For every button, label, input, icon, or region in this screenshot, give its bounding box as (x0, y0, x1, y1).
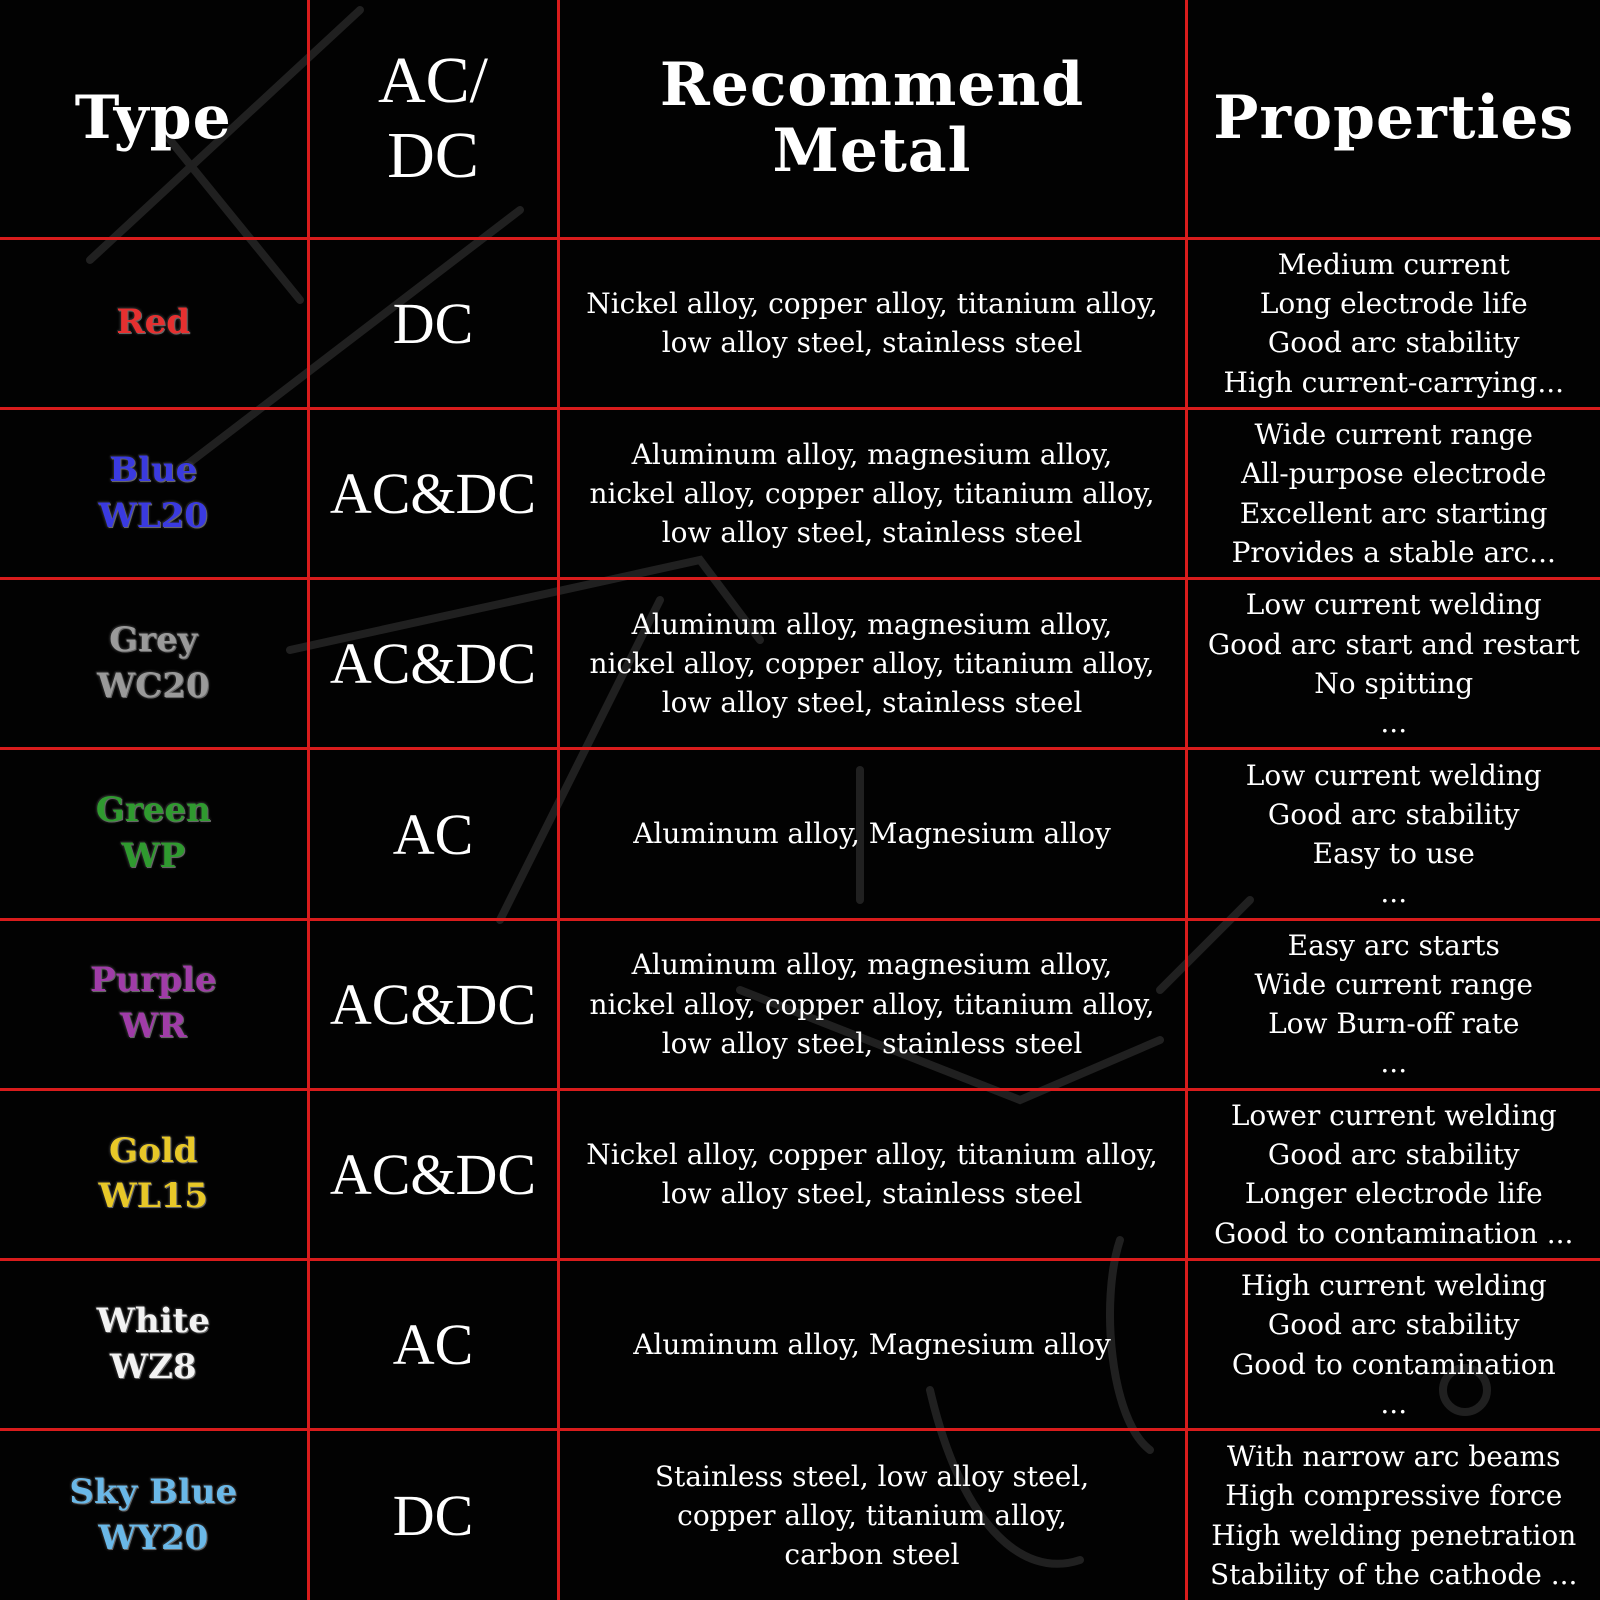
current-cell (308, 1089, 558, 1259)
type-color-name: Grey (109, 619, 198, 660)
metal-line: low alloy steel, stainless steel (661, 516, 1083, 550)
metal-line: carbon steel (784, 1538, 960, 1572)
property-line: All-purpose electrode (1241, 457, 1547, 491)
properties-cell (1186, 919, 1600, 1089)
property-line: Low Burn-off rate (1268, 1007, 1520, 1041)
metal-cell (558, 1260, 1186, 1430)
type-color-name: White (96, 1300, 210, 1341)
header-acdc-line2: DC (387, 119, 479, 193)
metal-line: Aluminum alloy, magnesium alloy, (631, 437, 1113, 471)
type-cell (0, 749, 308, 919)
metal-line: low alloy steel, stainless steel (661, 326, 1083, 360)
properties-cell (1186, 1260, 1600, 1430)
current-cell (308, 238, 558, 408)
metal-line: Aluminum alloy, Magnesium alloy (633, 1328, 1111, 1362)
property-line: Long electrode life (1259, 287, 1528, 321)
type-code: WL15 (98, 1176, 208, 1217)
type-cell (0, 1089, 308, 1259)
property-line: ... (1380, 1046, 1408, 1080)
property-line: Easy to use (1312, 837, 1475, 870)
header-properties (1186, 0, 1600, 238)
type-color-name: Gold (109, 1130, 198, 1171)
header-type (0, 0, 308, 238)
current-type: AC&DC (329, 1141, 537, 1207)
properties-cell (1186, 749, 1600, 919)
current-type: AC (392, 1312, 474, 1378)
current-cell (308, 409, 558, 579)
type-code: WP (121, 836, 186, 876)
property-line: ... (1380, 876, 1408, 910)
metal-line: nickel alloy, copper alloy, titanium alloy, (589, 477, 1155, 510)
property-line: Lower current welding (1230, 1099, 1557, 1133)
metal-line: Nickel alloy, copper alloy, titanium alloy, (586, 1138, 1158, 1172)
current-type: DC (392, 290, 474, 356)
type-code: WY20 (98, 1517, 209, 1558)
type-color-name: Blue (109, 449, 198, 490)
table-row (0, 238, 1600, 408)
property-line: ... (1380, 1386, 1408, 1420)
header-type-label: Type (74, 83, 232, 154)
property-line: Wide current range (1254, 418, 1533, 452)
type-cell (0, 919, 308, 1089)
property-line: Easy arc starts (1287, 928, 1500, 962)
header-properties-label: Properties (1213, 83, 1575, 154)
property-line: Good arc stability (1267, 326, 1520, 360)
table-row (0, 409, 1600, 579)
table-row (0, 919, 1600, 1089)
property-line: Good to contamination ... (1214, 1216, 1574, 1250)
metal-line: Nickel alloy, copper alloy, titanium alloy, (586, 287, 1158, 321)
property-line: Low current welding (1245, 758, 1542, 792)
type-color-name: Sky Blue (69, 1471, 238, 1512)
metal-line: low alloy steel, stainless steel (661, 1177, 1083, 1211)
metal-cell (558, 579, 1186, 749)
table-row (0, 1089, 1600, 1259)
properties-cell (1186, 409, 1600, 579)
type-color-name: Green (95, 790, 211, 831)
type-color-name: Red (116, 302, 191, 343)
metal-line: low alloy steel, stainless steel (661, 686, 1083, 720)
properties-cell (1186, 1089, 1600, 1259)
properties-cell (1186, 238, 1600, 408)
properties-cell (1186, 579, 1600, 749)
properties-cell (1186, 1430, 1600, 1600)
property-line: Medium current (1277, 248, 1510, 282)
property-line: With narrow arc beams (1227, 1440, 1561, 1474)
property-line: Good arc stability (1267, 1308, 1520, 1342)
type-code: WL20 (98, 495, 208, 536)
type-code: WR (120, 1006, 187, 1047)
metal-cell (558, 749, 1186, 919)
metal-cell (558, 409, 1186, 579)
property-line: High current-carrying... (1223, 365, 1565, 399)
property-line: Stability of the cathode ... (1210, 1557, 1578, 1591)
type-color-name: Purple (89, 960, 217, 1001)
metal-line: copper alloy, titanium alloy, (677, 1499, 1067, 1533)
current-type: DC (392, 1483, 474, 1549)
current-cell (308, 1260, 558, 1430)
property-line: Good to contamination (1231, 1347, 1556, 1381)
property-line: Excellent arc starting (1239, 496, 1548, 530)
table-row (0, 749, 1600, 919)
header-metal-label: Recommend Metal (659, 50, 1085, 187)
header-metal (558, 0, 1186, 238)
current-cell (308, 1430, 558, 1600)
current-type: AC&DC (329, 461, 537, 527)
metal-line: Aluminum alloy, Magnesium alloy (633, 817, 1111, 851)
metal-cell (558, 1089, 1186, 1259)
metal-cell (558, 1430, 1186, 1600)
current-type: AC&DC (329, 631, 537, 697)
property-line: No spitting (1314, 666, 1474, 700)
metal-line: Aluminum alloy, magnesium alloy, (631, 948, 1113, 982)
type-cell (0, 1430, 308, 1600)
metal-line: nickel alloy, copper alloy, titanium alloy, (589, 647, 1155, 681)
property-line: Provides a stable arc... (1231, 535, 1556, 569)
metal-cell (558, 238, 1186, 408)
metal-line: Aluminum alloy, magnesium alloy, (631, 608, 1113, 642)
header-row (0, 0, 1600, 238)
type-cell (0, 1260, 308, 1430)
property-line: Wide current range (1254, 968, 1533, 1002)
property-line: High welding penetration (1211, 1518, 1577, 1552)
type-cell (0, 579, 308, 749)
property-line: Good arc stability (1267, 797, 1520, 831)
type-cell (0, 238, 308, 408)
table-row (0, 579, 1600, 749)
current-cell (308, 579, 558, 749)
metal-line: low alloy steel, stainless steel (661, 1026, 1083, 1060)
metal-cell (558, 919, 1186, 1089)
type-code: WZ8 (109, 1346, 197, 1387)
current-cell (308, 749, 558, 919)
type-cell (0, 409, 308, 579)
property-line: Good arc start and restart (1207, 627, 1580, 661)
table-row (0, 1260, 1600, 1430)
property-line: Low current welding (1245, 588, 1542, 622)
current-type: AC (392, 801, 474, 867)
current-cell (308, 919, 558, 1089)
property-line: High current welding (1240, 1269, 1547, 1303)
property-line: Longer electrode life (1244, 1177, 1543, 1211)
metal-line: nickel alloy, copper alloy, titanium alloy, (589, 987, 1155, 1021)
metal-line: Stainless steel, low alloy steel, (654, 1459, 1090, 1493)
type-code: WC20 (96, 665, 210, 706)
current-type: AC&DC (329, 971, 537, 1037)
property-line: High compressive force (1225, 1479, 1563, 1513)
table-row (0, 1430, 1600, 1600)
header-acdc (308, 0, 558, 238)
property-line: ... (1380, 705, 1408, 739)
property-line: Good arc stability (1267, 1138, 1520, 1172)
header-acdc-line1: AC/ (377, 43, 489, 117)
